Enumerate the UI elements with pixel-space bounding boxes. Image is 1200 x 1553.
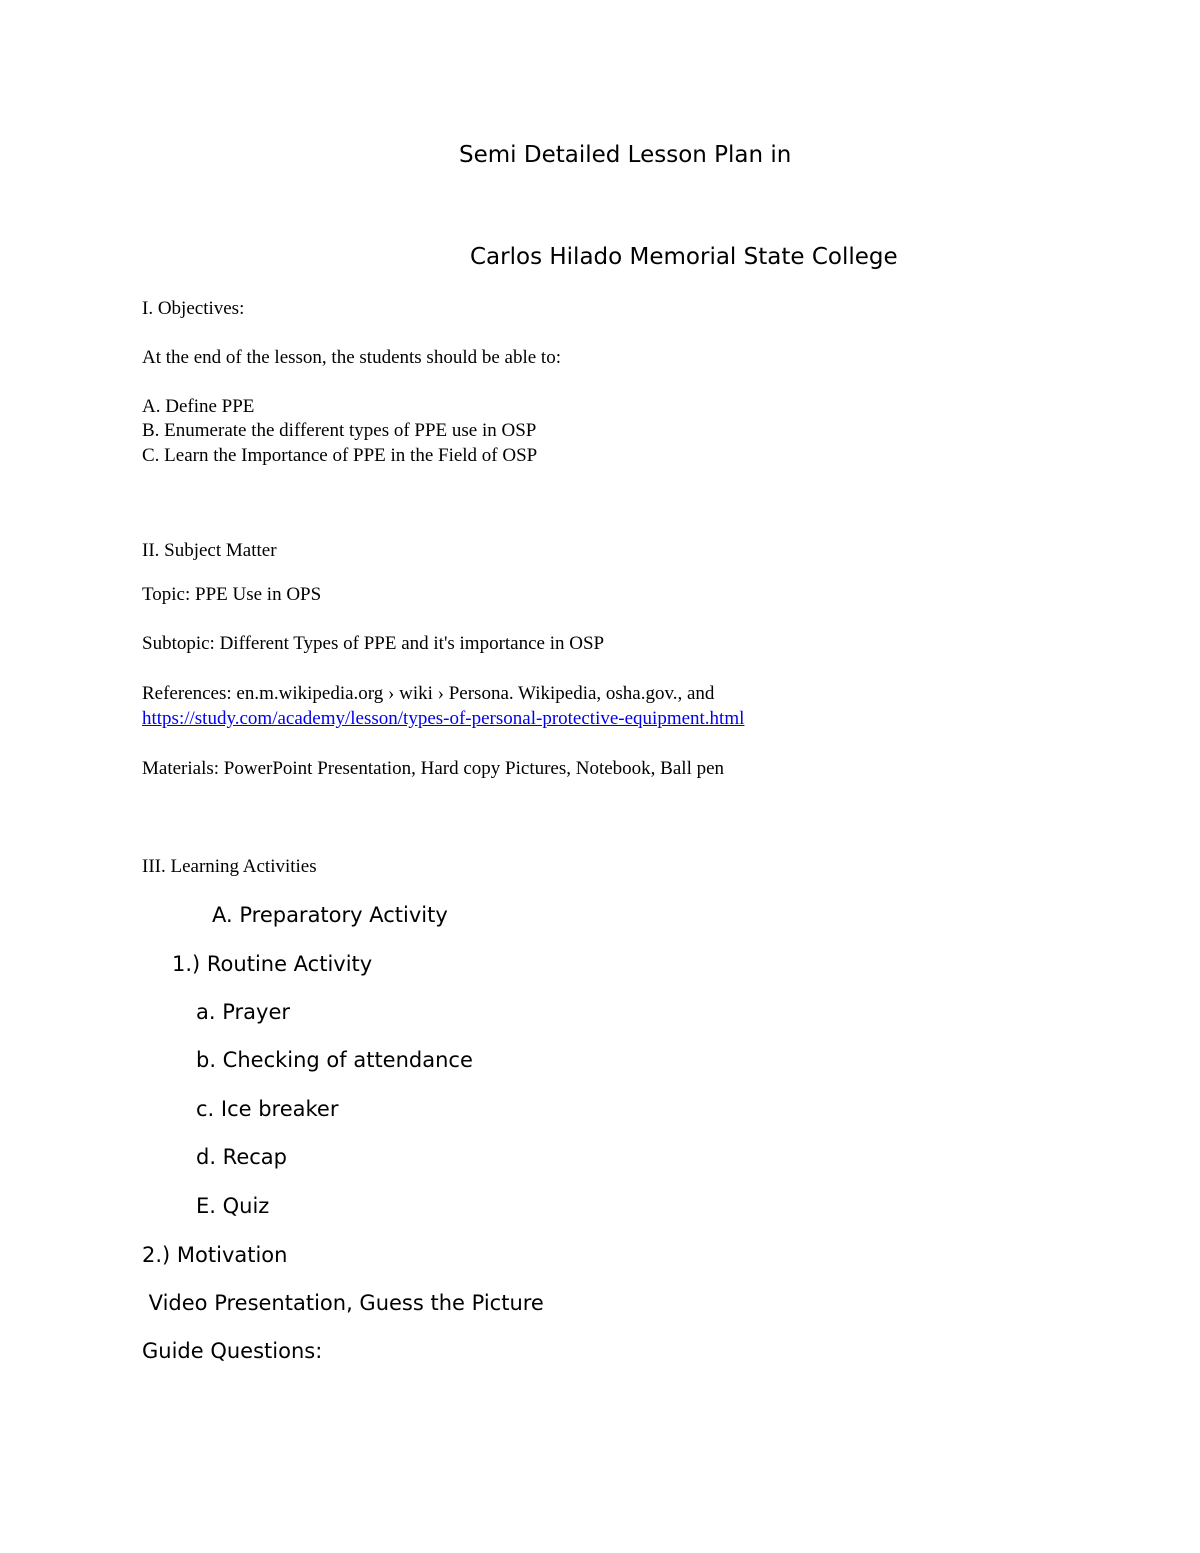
objectives-heading: I. Objectives: xyxy=(142,298,245,319)
references-link[interactable]: https://study.com/academy/lesson/types-of-personal-protective-equipment.html xyxy=(142,708,745,729)
topic-text: Topic: PPE Use in OPS xyxy=(142,584,322,605)
guide-questions-heading: Guide Questions: xyxy=(142,1339,323,1363)
subtopic-text: Subtopic: Different Types of PPE and it's importance in OSP xyxy=(142,633,605,654)
routine-item: E. Quiz xyxy=(196,1194,270,1218)
routine-activity-heading: 1.) Routine Activity xyxy=(172,952,373,976)
routine-item: c. Ice breaker xyxy=(196,1097,339,1121)
objective-item: B. Enumerate the different types of PPE use in OSP xyxy=(142,420,537,441)
objectives-intro: At the end of the lesson, the students should be able to: xyxy=(142,347,561,368)
materials-text: Materials: PowerPoint Presentation, Hard copy Pictures, Notebook, Ball pen xyxy=(142,758,725,779)
routine-item: d. Recap xyxy=(196,1145,287,1169)
objective-item: A. Define PPE xyxy=(142,396,255,417)
motivation-heading: 2.) Motivation xyxy=(142,1243,288,1267)
routine-item: a. Prayer xyxy=(196,1000,290,1024)
routine-item: b. Checking of attendance xyxy=(196,1048,473,1072)
learning-activities-heading: III. Learning Activities xyxy=(142,856,317,877)
subject-matter-heading: II. Subject Matter xyxy=(142,540,277,561)
references-text: References: en.m.wikipedia.org › wiki › Persona. Wikipedia, osha.gov., and xyxy=(142,683,715,704)
document-title: Semi Detailed Lesson Plan in xyxy=(459,142,792,168)
institution-name: Carlos Hilado Memorial State College xyxy=(470,244,898,270)
preparatory-activity-heading: A. Preparatory Activity xyxy=(212,903,448,927)
objective-item: C. Learn the Importance of PPE in the Field of OSP xyxy=(142,445,538,466)
motivation-text: Video Presentation, Guess the Picture xyxy=(142,1291,544,1315)
